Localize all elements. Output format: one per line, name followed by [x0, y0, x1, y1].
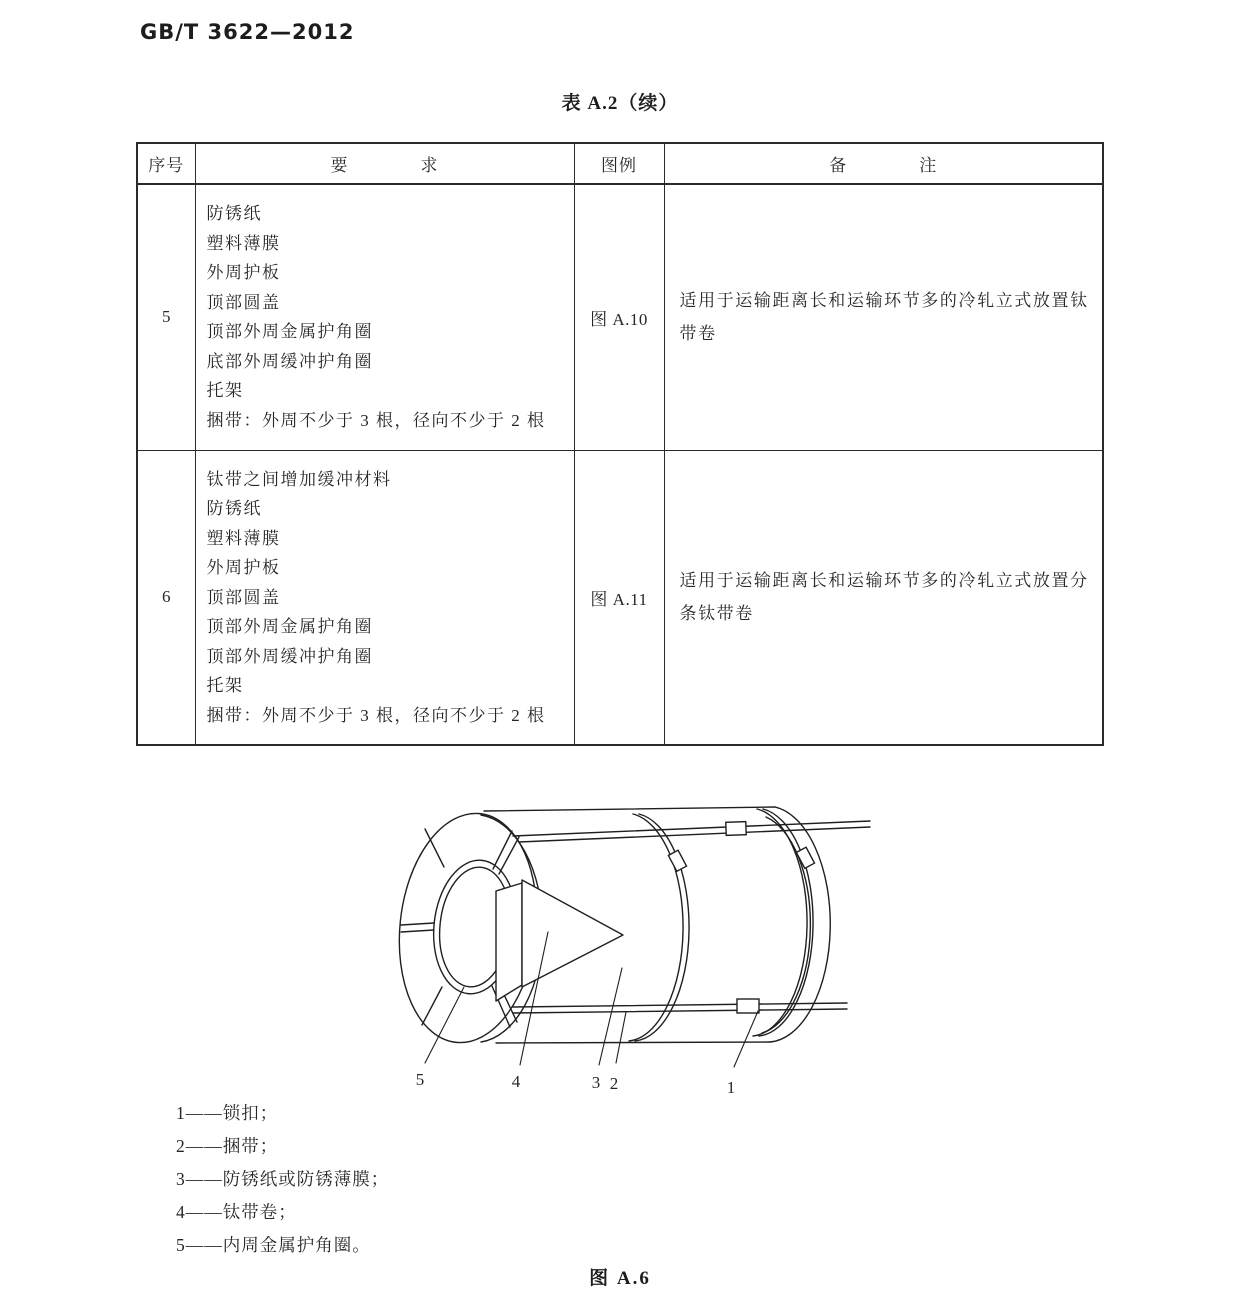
- row-number: 6: [137, 450, 195, 745]
- col-header-seq: 序号: [137, 143, 195, 184]
- requirement-line: 钛带之间增加缓冲材料: [206, 469, 392, 489]
- requirement-line: 顶部圆盖: [206, 292, 281, 312]
- col-header-requirements: 要 求: [195, 143, 574, 184]
- leader-lines: [425, 932, 758, 1067]
- requirement-line: 顶部圆盖: [206, 587, 281, 607]
- legend-ref: 图 A.11: [574, 450, 664, 745]
- legend-item-4: 4——钛带卷；: [176, 1202, 297, 1222]
- note-cell: [664, 450, 1103, 745]
- legend-item-3: 3——防锈纸或防锈薄膜；: [176, 1169, 390, 1189]
- unwind-direction-arrow-icon: [496, 880, 623, 1001]
- requirement-line: 顶部外周金属护角圈: [206, 617, 373, 636]
- figure-caption: 图 A.6: [589, 1268, 651, 1289]
- callout-1: 1: [726, 1078, 736, 1097]
- requirement-line: 外周护板: [206, 263, 281, 283]
- requirement-line: 托架: [206, 381, 244, 401]
- strap-buckles: [668, 822, 814, 1013]
- requirement-line: 塑料薄膜: [206, 233, 281, 253]
- callout-2: 2: [609, 1074, 619, 1093]
- note-text: 适用于运输距离长和运输环节多的冷轧立式放置钛带卷: [679, 291, 1089, 344]
- packing-requirements-table: [136, 142, 1104, 746]
- requirements-cell: [195, 450, 574, 745]
- requirements-cell: [195, 184, 574, 450]
- table-header-row: [137, 143, 1103, 184]
- note-text: 适用于运输距离长和运输环节多的冷轧立式放置分条钛带卷: [679, 571, 1089, 624]
- circumferential-straps: [629, 809, 813, 1041]
- note-cell: [664, 184, 1103, 450]
- table-title: 表 A.2（续）: [561, 93, 679, 114]
- legend-ref: 图 A.10: [574, 184, 664, 450]
- legend-item-1: 1——锁扣；: [176, 1103, 279, 1123]
- requirement-line: 底部外周缓冲护角圈: [206, 351, 373, 371]
- requirement-line: 塑料薄膜: [206, 528, 281, 548]
- standard-number: GB/T 3622—2012: [140, 20, 355, 44]
- table-row-5: [137, 184, 1103, 450]
- callout-3: 3: [591, 1073, 601, 1092]
- callout-5: 5: [415, 1070, 425, 1089]
- legend-item-2: 2——捆带；: [176, 1136, 279, 1156]
- callout-numbers: [416, 1070, 736, 1097]
- requirement-line: 防锈纸: [206, 204, 262, 224]
- requirement-line: 顶部外周缓冲护角圈: [206, 646, 373, 666]
- table-row-6: [137, 450, 1103, 745]
- col-header-note: 备 注: [664, 143, 1103, 184]
- requirement-line: 顶部外周金属护角圈: [206, 322, 373, 342]
- requirement-line: 外周护板: [206, 558, 281, 577]
- requirement-line: 托架: [206, 676, 244, 695]
- figure-legend: [176, 1097, 389, 1262]
- figure-a6-drawing: [380, 795, 880, 1097]
- requirement-line: 防锈纸: [206, 499, 262, 518]
- col-header-legend: 图例: [574, 143, 664, 184]
- requirement-line: 捆带：外周不少于 3 根，径向不少于 2 根: [206, 705, 546, 725]
- requirement-line: 捆带：外周不少于 3 根，径向不少于 2 根: [206, 410, 546, 430]
- callout-4: 4: [511, 1072, 521, 1091]
- row-number: 5: [137, 184, 195, 450]
- legend-item-5: 5——内周金属护角圈。: [176, 1235, 371, 1255]
